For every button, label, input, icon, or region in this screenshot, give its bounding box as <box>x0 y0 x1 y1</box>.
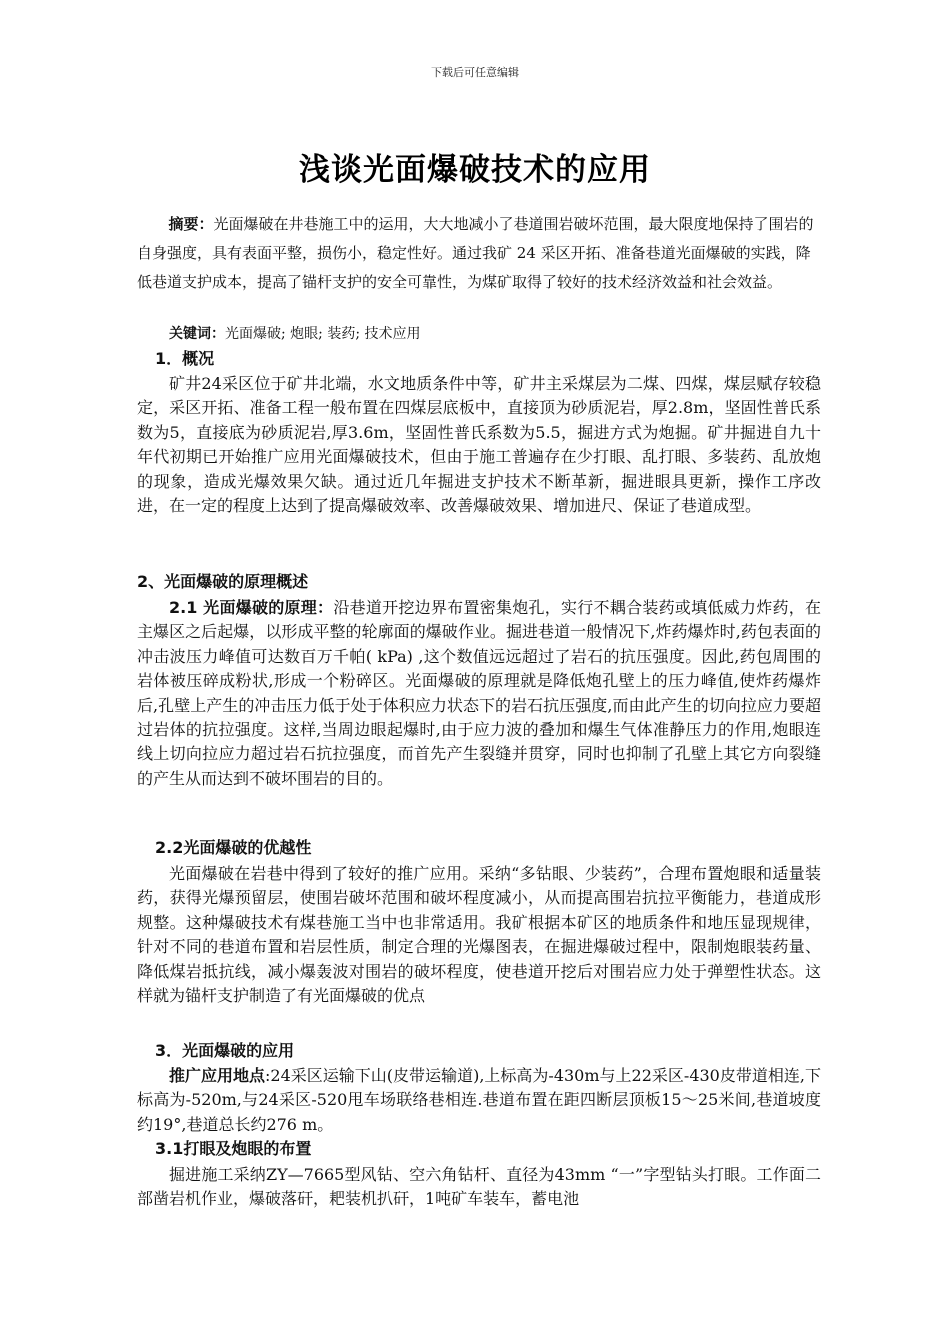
section-3-1-heading: 3.1打眼及炮眼的布置 <box>155 1139 312 1158</box>
keywords <box>137 322 821 346</box>
section-2-2-paragraph: 光面爆破在岩巷中得到了较好的推广应用。采纳“多钻眼、少装药”，合理布置炮眼和适量装药，获得光爆预留层，使围岩破坏范围和破坏程度减小，从而提高围岩抗拉平衡能力，巷道成形规整。这种爆破技术有煤巷施工当中也非常适用。我矿根据本矿区的地质条件和地压显现规律，针对不同的巷道布置和岩层性质，制定合理的光爆图表，在掘进爆破过程中，限制炮眼装药量、降低煤岩抵抗线，减小爆轰波对围岩的破坏程度，使巷道开挖后对围岩应力处于弹塑性状态。这样就为锚杆支护制造了有光面爆破的优点 <box>137 864 821 1006</box>
abstract-label: 摘要： <box>168 215 214 233</box>
section-2-heading: 2、光面爆破的原理概述 <box>137 572 309 591</box>
section-3-heading: 3．光面爆破的应用 <box>155 1041 295 1060</box>
abstract-text: 光面爆破在井巷施工中的运用，大大地减小了巷道围岩破坏范围，最大限度地保持了围岩的自身强度，具有表面平整，损伤小，稳定性好。通过我矿 24 采区开拓、准备巷道光面爆破的实践，降低巷道支护成本，提高了锚杆支护的安全可靠性，为煤矿取得了较好的技术经济效益和社会效益。 <box>137 215 814 291</box>
keywords-label: 关键词： <box>169 326 225 342</box>
abstract <box>137 210 821 297</box>
section-3-1-paragraph: 掘进施工采纳ZY—7665型风钻、空六角钻杆、直径为43mm “一”字型钻头打眼。工作面二部凿岩机作业，爆破落矸，耙装机扒矸，1吨矿车装车，蓄电池 <box>137 1165 821 1209</box>
section-2-1-paragraph <box>137 596 821 791</box>
section-3-lead: 推广应用地点 <box>169 1066 266 1085</box>
document-title: 浅谈光面爆破技术的应用 <box>299 152 651 188</box>
section-1-heading: 1．概况 <box>155 349 215 368</box>
section-3-text: :24采区运输下山(皮带运输道),上标高为-430m与上22采区-430皮带道相连,下标高为-520m,与24采区-520甩车场联络巷相连.巷道布置在距四断层顶板15～25米间,巷道坡度约19°,巷道总长约276 m。 <box>137 1066 821 1134</box>
section-2-2-heading: 2.2光面爆破的优越性 <box>155 838 312 857</box>
section-3-paragraph <box>137 1064 821 1137</box>
section-2-1-lead: 2.1 光面爆破的原理： <box>169 598 334 617</box>
page-header: 下载后可任意编辑 <box>431 66 519 79</box>
section-2-1-text: 沿巷道开挖边界布置密集炮孔，实行不耦合装药或填低威力炸药，在主爆区之后起爆，以形成平整的轮廓面的爆破作业。掘进巷道一般情况下,炸药爆炸时,药包表面的冲击波压力峰值可达数百万千帕( kPa) ,这个数值远远超过了岩石的抗压强度。因此,药包周围的岩体被压碎成粉状,形成一个粉碎区。光面爆破的原理就是降低炮孔壁上的压力峰值,使炸药爆炸后,孔壁上产生的冲击压力低于处于体积应力状态下的岩石抗压强度,而由此产生的切向拉应力要超过岩体的抗拉强度。这样,当周边眼起爆时,由于应力波的叠加和爆生气体准静压力的作用,炮眼连线上切向拉应力超过岩石抗拉强度，而首先产生裂缝并贯穿，同时也抑制了孔壁上其它方向裂缝的产生从而达到不破坏围岩的目的。 <box>137 598 821 788</box>
keywords-text: 光面爆破; 炮眼; 装药; 技术应用 <box>225 326 421 342</box>
section-1-paragraph: 矿井24采区位于矿井北端，水文地质条件中等，矿井主采煤层为二煤、四煤，煤层赋存较稳定，采区开拓、准备工程一般布置在四煤层底板中，直接顶为砂质泥岩，厚2.8m，坚固性普氏系数为5，直接底为砂质泥岩,厚3.6m，坚固性普氏系数为5.5，掘进方式为炮掘。矿井掘进自九十年代初期已开始推广应用光面爆破技术，但由于施工普遍存在少打眼、乱打眼、多装药、乱放炮的现象，造成光爆效果欠缺。通过近几年掘进支护技术不断革新，掘进眼具更新，操作工序改进，在一定的程度上达到了提高爆破效率、改善爆破效果、增加进尺、保证了巷道成型。 <box>137 374 821 516</box>
